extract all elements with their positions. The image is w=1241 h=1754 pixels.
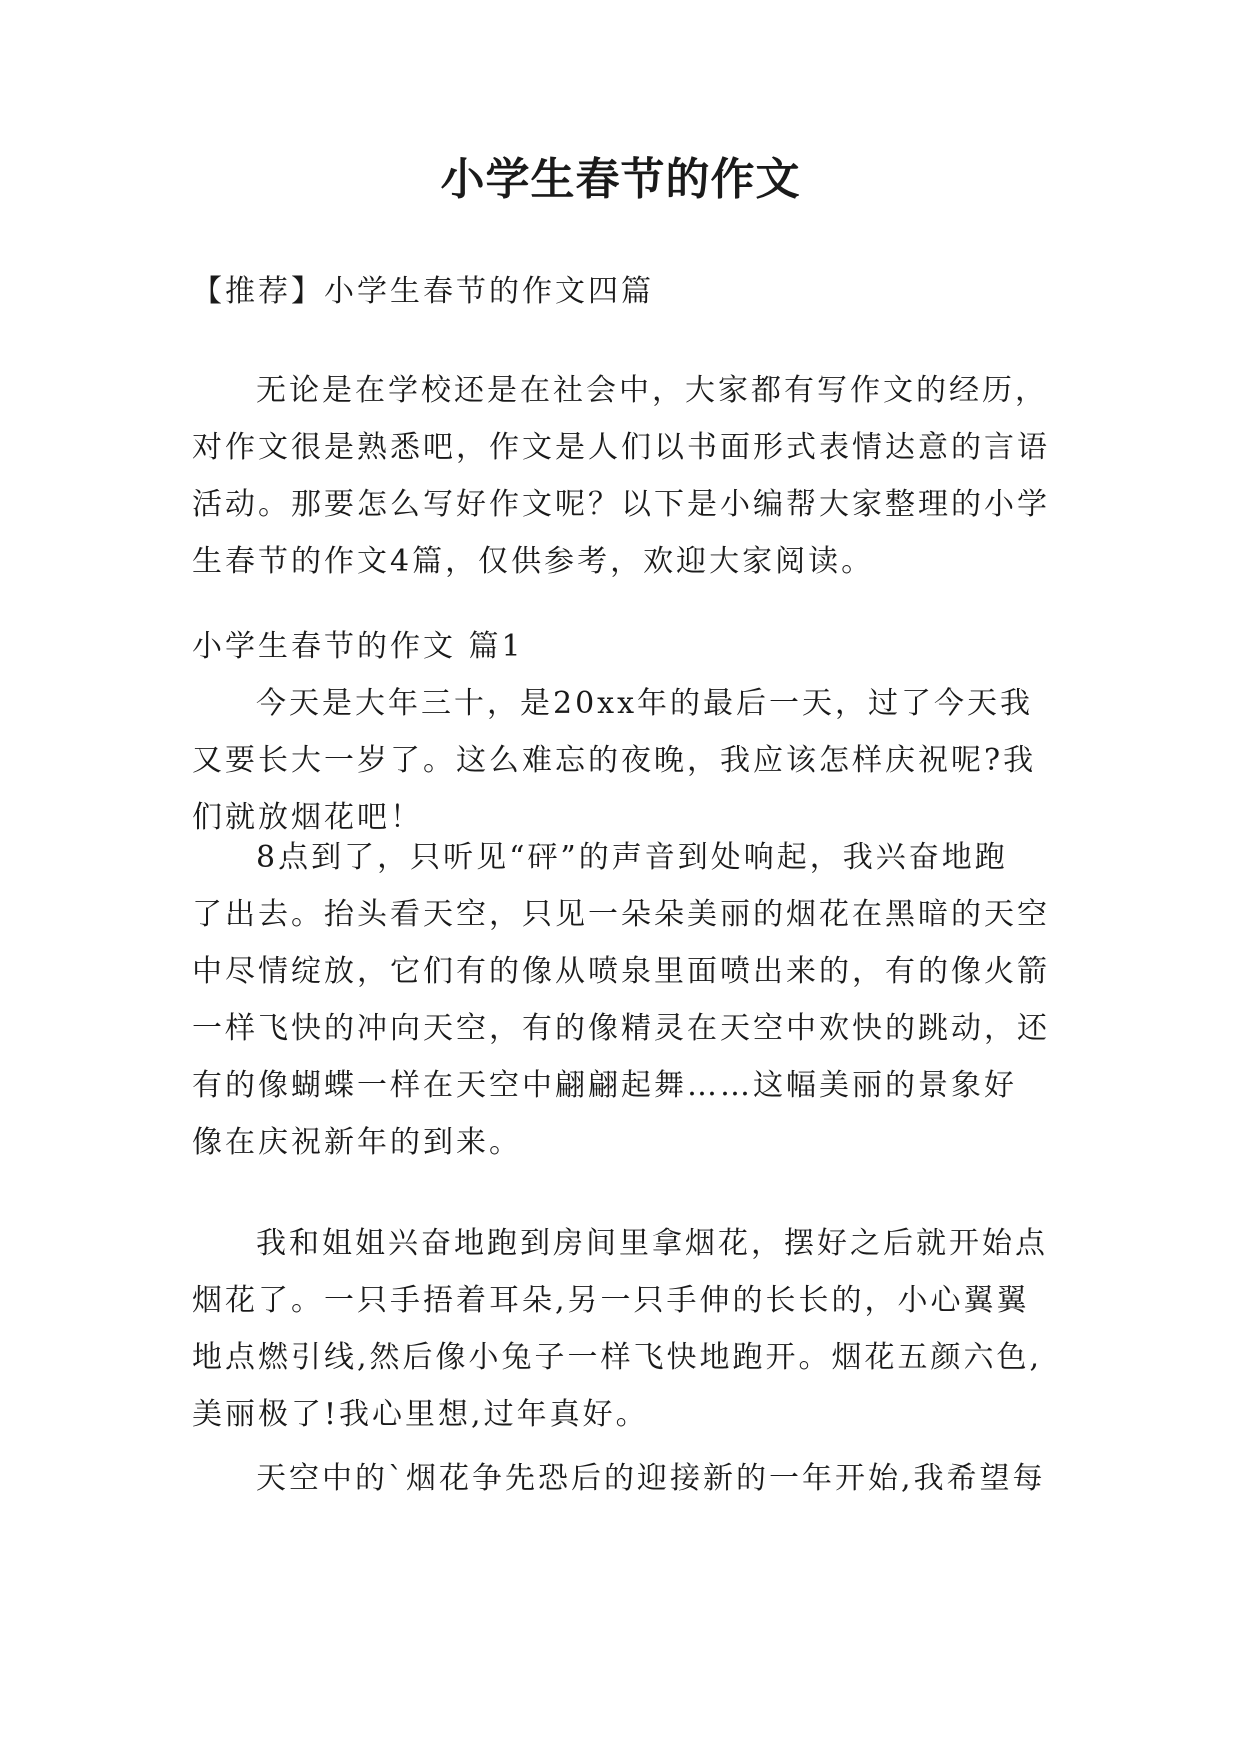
paragraph-line: 我和姐姐兴奋地跑到房间里拿烟花，摆好之后就开始点 bbox=[256, 1226, 1048, 1261]
recommend-heading bbox=[192, 263, 1062, 320]
intro-line: 无论是在学校还是在社会中，大家都有写作文的经历， bbox=[256, 373, 1048, 408]
intro-line: 生春节的作文4篇，仅供参考，欢迎大家阅读。 bbox=[192, 544, 875, 579]
paragraph-line: 像在庆祝新年的到来。 bbox=[192, 1125, 522, 1160]
paragraph-line: 有的像蝴蝶一样在天空中翩翩起舞……这幅美丽的景象好 bbox=[192, 1068, 1017, 1103]
section-heading-line: 小学生春节的作文 篇1 bbox=[192, 629, 524, 664]
paragraph-line: 今天是大年三十，是20xx年的最后一天，过了今天我 bbox=[256, 686, 1034, 721]
paragraph-3 bbox=[192, 1215, 1062, 1443]
intro-line: 对作文很是熟悉吧，作文是人们以书面形式表情达意的言语 bbox=[192, 430, 1050, 465]
paragraph-line: 中尽情绽放，它们有的像从喷泉里面喷出来的，有的像火箭 bbox=[192, 954, 1050, 989]
recommend-line: 【推荐】小学生春节的作文四篇 bbox=[192, 274, 654, 309]
paragraph-line: 了出去。抬头看天空，只见一朵朵美丽的烟花在黑暗的天空 bbox=[192, 897, 1050, 932]
document-title: 小学生春节的作文 bbox=[440, 154, 801, 205]
paragraph-line: 美丽极了!我心里想,过年真好。 bbox=[192, 1397, 649, 1432]
intro-paragraph bbox=[192, 362, 1062, 590]
section-heading bbox=[192, 618, 1062, 675]
paragraph-2 bbox=[192, 829, 1062, 1171]
paragraph-4 bbox=[192, 1450, 1062, 1507]
paragraph-line: 烟花了。一只手捂着耳朵,另一只手伸的长长的，小心翼翼 bbox=[192, 1283, 1030, 1318]
intro-line: 活动。那要怎么写好作文呢？以下是小编帮大家整理的小学 bbox=[192, 487, 1050, 522]
paragraph-line: 地点燃引线,然后像小兔子一样飞快地跑开。烟花五颜六色, bbox=[192, 1340, 1043, 1375]
paragraph-line: 8点到了，只听见“砰”的声音到处响起，我兴奋地跑 bbox=[256, 840, 1008, 875]
paragraph-line: 们就放烟花吧！ bbox=[192, 800, 423, 835]
paragraph-line: 天空中的`烟花争先恐后的迎接新的一年开始,我希望每 bbox=[256, 1461, 1046, 1496]
paragraph-line: 一样飞快的冲向天空，有的像精灵在天空中欢快的跳动，还 bbox=[192, 1011, 1050, 1046]
paragraph-line: 又要长大一岁了。这么难忘的夜晚，我应该怎样庆祝呢?我 bbox=[192, 743, 1037, 778]
paragraph-1 bbox=[192, 675, 1062, 846]
